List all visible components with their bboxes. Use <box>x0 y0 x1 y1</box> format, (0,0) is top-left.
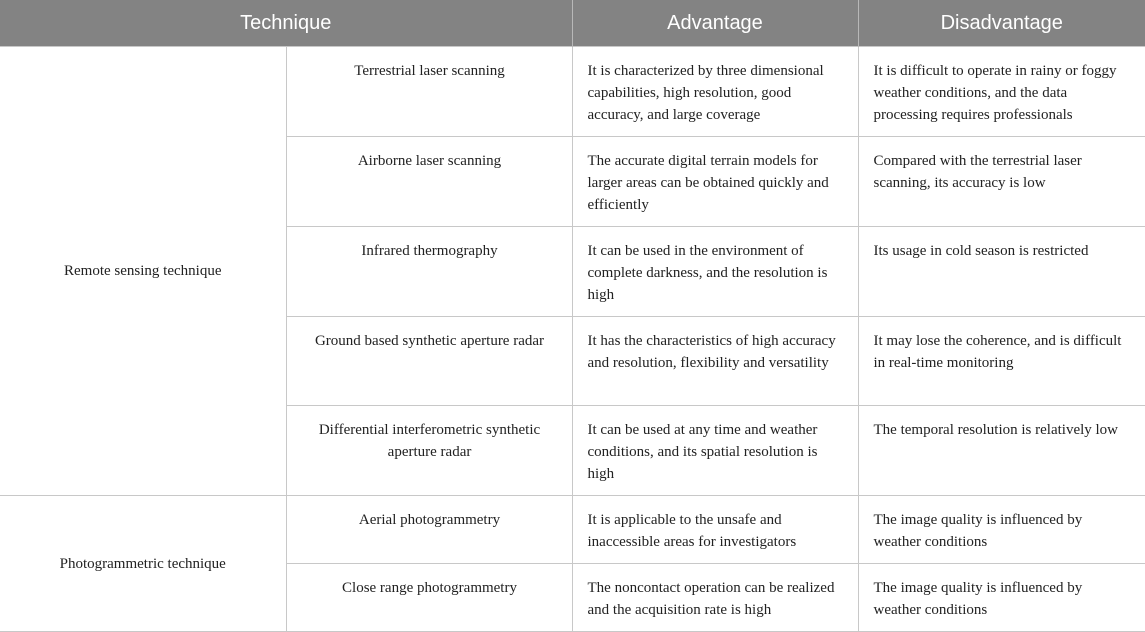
advantage-cell: It is applicable to the unsafe and inaccessible areas for investigators <box>572 496 858 564</box>
advantage-cell: It has the characteristics of high accuracy and resolution, flexibility and versatility <box>572 317 858 406</box>
disadvantage-cell: It is difficult to operate in rainy or foggy weather conditions, and the data processing requires professionals <box>858 47 1145 137</box>
advantage-cell: It can be used in the environment of complete darkness, and the resolution is high <box>572 227 858 317</box>
disadvantage-cell: The image quality is influenced by weather conditions <box>858 564 1145 632</box>
table-row <box>0 47 1145 137</box>
technique-cell: Airborne laser scanning <box>286 137 572 227</box>
header-advantage: Advantage <box>572 0 858 47</box>
disadvantage-cell: The temporal resolution is relatively low <box>858 406 1145 496</box>
disadvantage-cell: Compared with the terrestrial laser scanning, its accuracy is low <box>858 137 1145 227</box>
technique-cell: Terrestrial laser scanning <box>286 47 572 137</box>
advantage-cell: The accurate digital terrain models for larger areas can be obtained quickly and efficiently <box>572 137 858 227</box>
disadvantage-cell: It may lose the coherence, and is difficult in real-time monitoring <box>858 317 1145 406</box>
disadvantage-cell: The image quality is influenced by weather conditions <box>858 496 1145 564</box>
technique-cell: Infrared thermography <box>286 227 572 317</box>
advantage-cell: It is characterized by three dimensional capabilities, high resolution, good accuracy, and large coverage <box>572 47 858 137</box>
technique-cell: Differential interferometric synthetic aperture radar <box>286 406 572 496</box>
technique-cell: Aerial photogrammetry <box>286 496 572 564</box>
header-technique: Technique <box>0 0 572 47</box>
advantage-cell: It can be used at any time and weather conditions, and its spatial resolution is high <box>572 406 858 496</box>
group-label: Photogrammetric technique <box>0 496 286 632</box>
header-row <box>0 0 1145 47</box>
advantage-cell: The noncontact operation can be realized and the acquisition rate is high <box>572 564 858 632</box>
technique-cell: Ground based synthetic aperture radar <box>286 317 572 406</box>
header-disadvantage: Disadvantage <box>858 0 1145 47</box>
technique-cell: Close range photogrammetry <box>286 564 572 632</box>
table-row <box>0 496 1145 564</box>
disadvantage-cell: Its usage in cold season is restricted <box>858 227 1145 317</box>
group-label: Remote sensing technique <box>0 47 286 496</box>
